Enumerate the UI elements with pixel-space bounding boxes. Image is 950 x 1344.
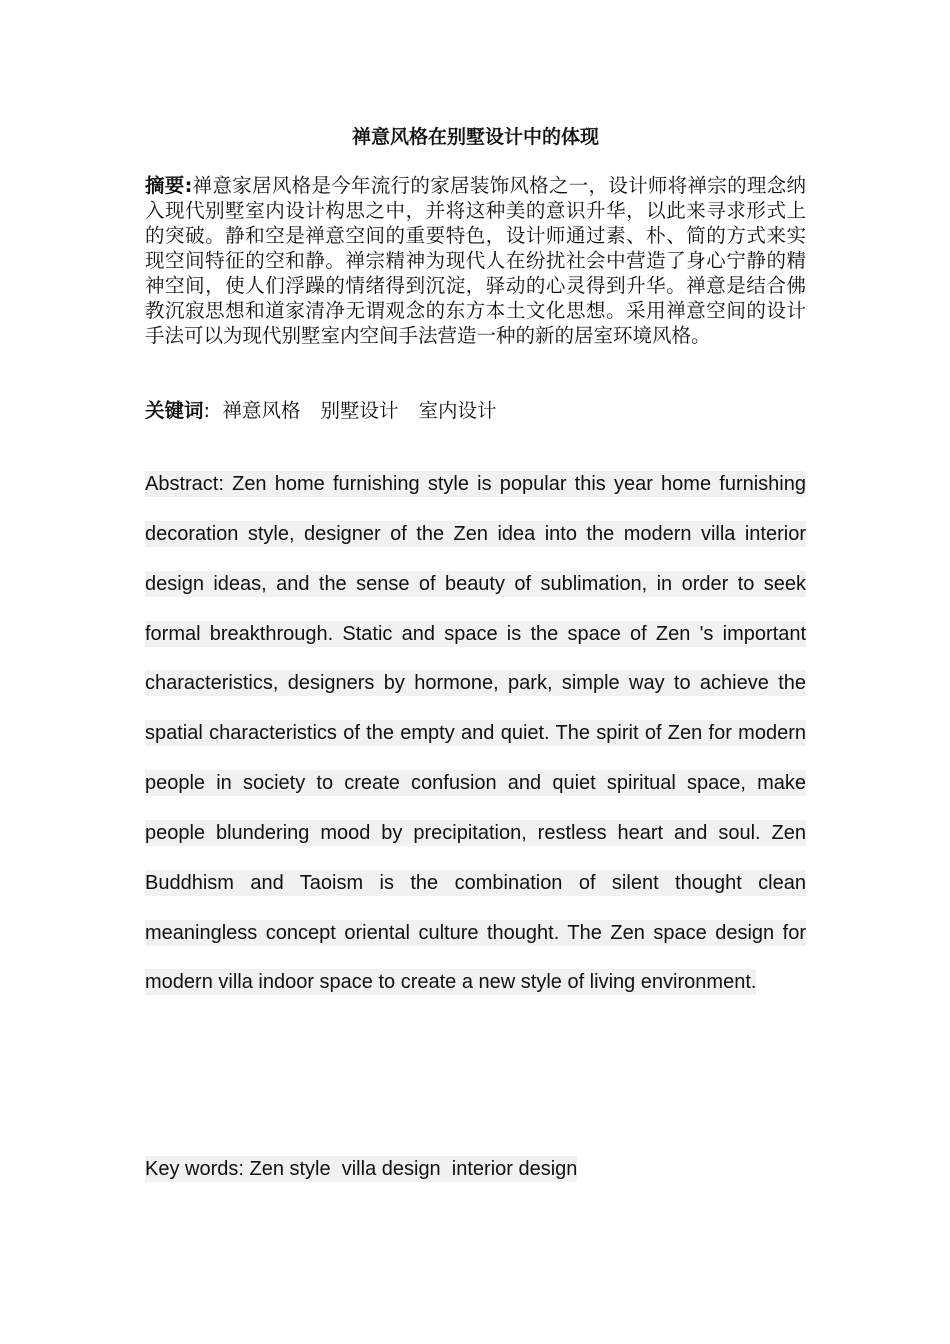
chinese-abstract: [145, 173, 806, 348]
page-title: 禅意风格在别墅设计中的体现: [351, 126, 599, 148]
chinese-keywords-separator: :: [203, 399, 211, 422]
chinese-keywords-label: 关键词: [145, 399, 204, 422]
english-keywords: [145, 1154, 577, 1184]
english-abstract-text: Abstract: Zen home furnishing style is popular this year home furnishing decoration style, designer of the Zen idea into the modern villa interior design ideas, and the sense of beauty of sublimation, in order to seek formal breakthrough. Static and space is the space of Zen 's important characteristics, designers by hormone, park, simple way to achieve the spatial characteristics of the empty and quiet. The spirit of Zen for modern people in society to create confusion and quiet spiritual space, make people blundering mood by precipitation, restless heart and soul. Zen Buddhism and Taoism is the combination of silent thought clean meaningless concept oriental culture thought. The Zen space design for modern villa indoor space to create a new style of living environment.: [145, 473, 806, 994]
chinese-keywords: [145, 398, 806, 423]
chinese-abstract-text: 禅意家居风格是今年流行的家居装饰风格之一，设计师将禅宗的理念纳入现代别墅室内设计构思之中，并将这种美的意识升华，以此来寻求形式上的突破。静和空是禅意空间的重要特色，设计师通过素、朴、简的方式来实现空间特征的空和静。禅宗精神为现代人在纷扰社会中营造了身心宁静的精神空间，使人们浮躁的情绪得到沉淀，驿动的心灵得到升华。禅意是结合佛教沉寂思想和道家清净无谓观念的东方本土文化思想。采用禅意空间的设计手法可以为现代别墅室内空间手法营造一种的新的居室环境风格。: [145, 174, 806, 347]
chinese-keyword: 室内设计: [418, 399, 497, 422]
chinese-abstract-label: 摘要:: [145, 174, 193, 197]
chinese-keyword: 禅意风格: [222, 399, 301, 422]
english-keywords-text: Key words: Zen style villa design interior design: [145, 1158, 578, 1180]
english-abstract: [145, 460, 806, 1008]
chinese-keyword: 别墅设计: [320, 399, 399, 422]
